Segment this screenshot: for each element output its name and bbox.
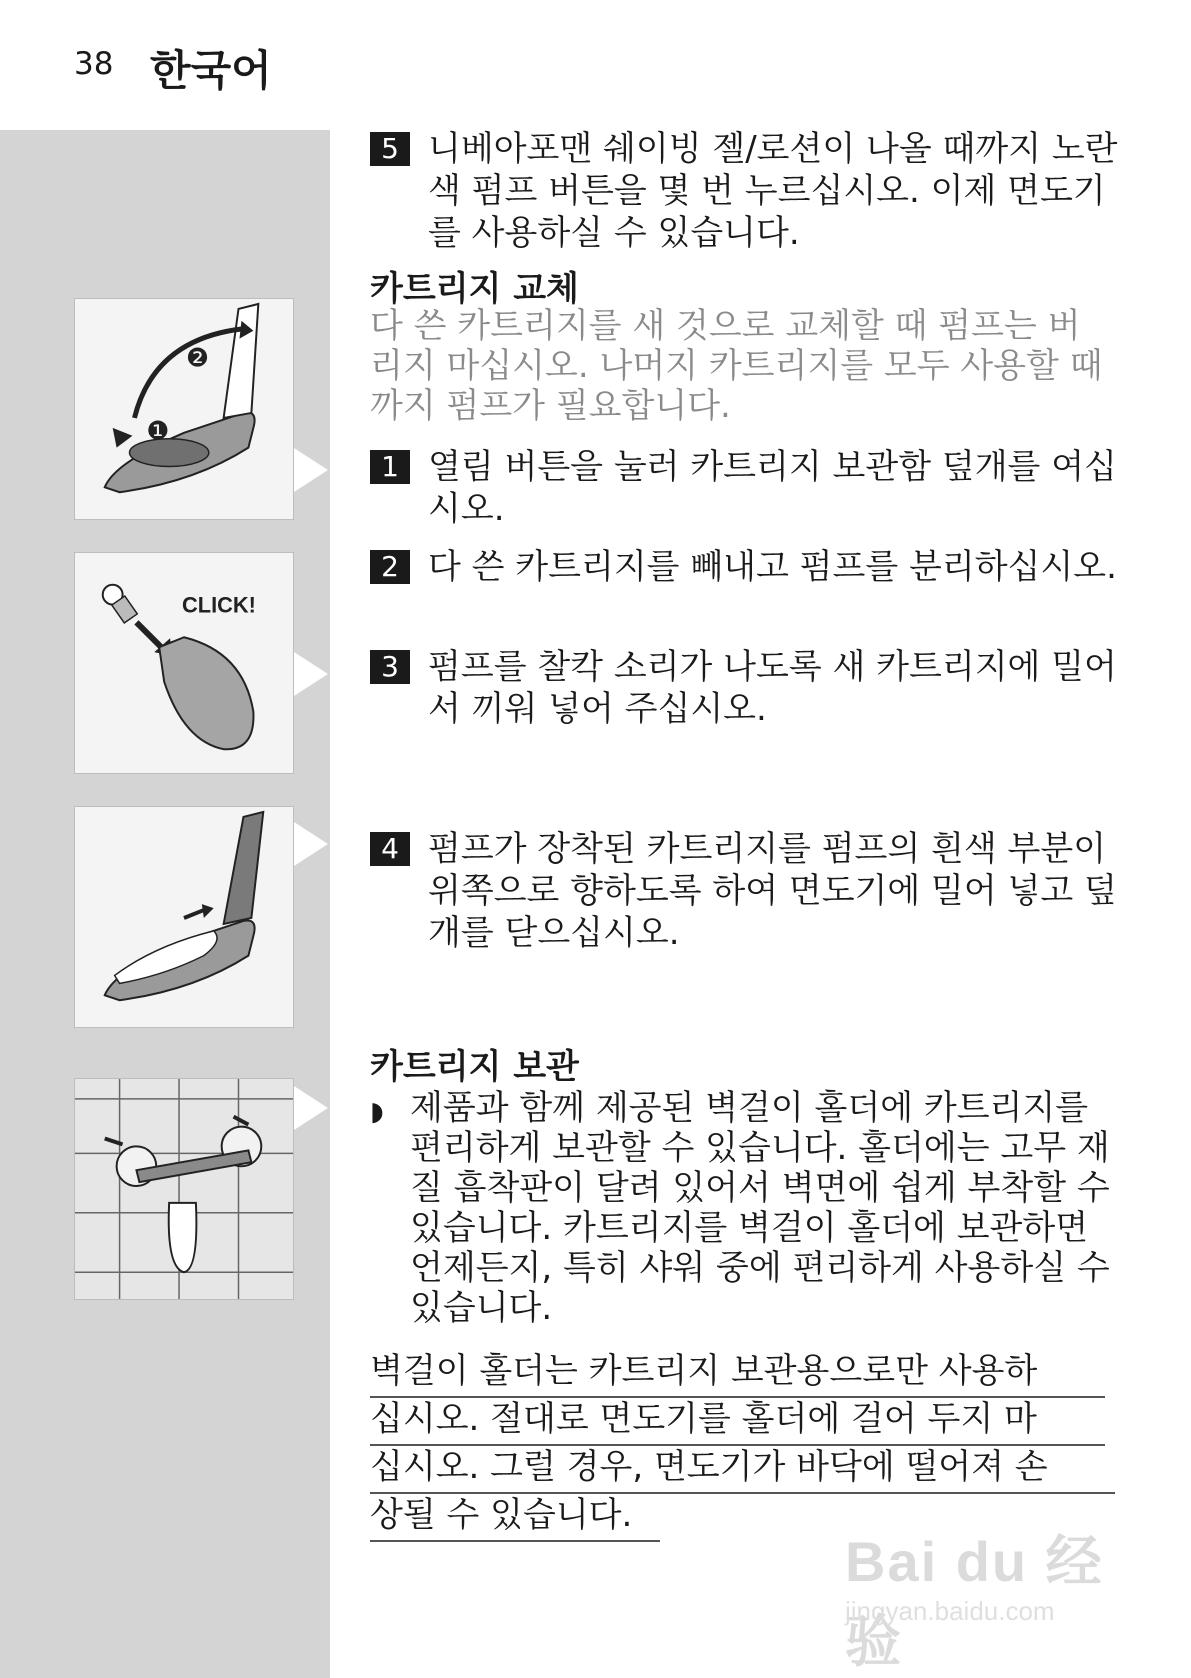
warning-line-1: 벽걸이 홀더는 카트리지 보관용으로만 사용하	[370, 1350, 1105, 1398]
step-text: 펌프를 찰칵 소리가 나도록 새 카트리지에 밀어서 끼워 넣어 주십시오.	[428, 647, 1117, 729]
figure-pointer	[294, 652, 328, 696]
step-number: 2	[370, 550, 410, 584]
marker-1: ❶	[146, 416, 170, 447]
figure-pointer	[294, 448, 328, 492]
figure-insert-cartridge	[74, 806, 294, 1028]
marker-2: ❷	[185, 343, 210, 374]
step-number: 1	[370, 450, 410, 484]
warning-line-4: 상될 수 있습니다.	[370, 1494, 660, 1542]
step-number: 4	[370, 832, 410, 866]
step-3	[370, 646, 1120, 730]
section-heading-replace: 카트리지 교체	[370, 269, 579, 309]
bullet-text: 제품과 함께 제공된 벽걸이 홀더에 카트리지를 편리하게 보관할 수 있습니다. 홀더에는 고무 재질 흡착판이 달려 있어서 벽면에 쉽게 부착할 수 있습니다. 카트리지를 벽걸이 홀더에 보관하면 언제든지, 특히 샤워 중에 편리하게 사용하실 수 있습니다.	[410, 1088, 1110, 1328]
shaver-insert-illustration	[75, 807, 293, 1027]
step-2	[370, 546, 1120, 588]
step-5	[370, 128, 1120, 254]
figure-pointer	[294, 1086, 328, 1130]
wall-holder-illustration	[75, 1079, 293, 1299]
language-title: 한국어	[150, 46, 272, 95]
figure-open-cover	[74, 298, 294, 520]
warning-line-3: 십시오. 그럴 경우, 면도기가 바닥에 떨어져 손	[370, 1446, 1115, 1494]
section-heading-storage: 카트리지 보관	[370, 1047, 579, 1087]
pump-click-illustration	[75, 553, 293, 773]
bullet-marker: ◗	[370, 1097, 384, 1127]
watermark-logo: Bai du 经验	[845, 1530, 1104, 1673]
page-number: 38	[74, 46, 114, 82]
figure-pointer	[294, 822, 328, 866]
step-text: 펌프가 장착된 카트리지를 펌프의 흰색 부분이 위쪽으로 향하도록 하여 면도기에 밀어 넣고 덮개를 닫으십시오.	[428, 829, 1117, 953]
step-text: 다 쓴 카트리지를 빼내고 펌프를 분리하십시오.	[428, 547, 1117, 587]
step-number: 3	[370, 650, 410, 684]
watermark	[845, 1518, 1145, 1673]
warning-line-2: 십시오. 절대로 면도기를 홀더에 걸어 두지 마	[370, 1398, 1105, 1446]
step-text: 열림 버튼을 눌러 카트리지 보관함 덮개를 여십시오.	[428, 447, 1117, 529]
shaver-open-illustration	[75, 299, 293, 519]
step-text: 니베아포맨 쉐이빙 젤/로션이 나올 때까지 노란색 펌프 버튼을 몇 번 누르십시오. 이제 면도기를 사용하실 수 있습니다.	[428, 129, 1118, 253]
click-label: CLICK!	[182, 592, 256, 618]
step-number: 5	[370, 132, 410, 166]
storage-bullet	[370, 1088, 1110, 1328]
replace-note: 다 쓴 카트리지를 새 것으로 교체할 때 펌프는 버리지 마십시오. 나머지 카트리지를 모두 사용할 때까지 펌프가 필요합니다.	[370, 306, 1103, 426]
watermark-url: jingyan.baidu.com	[845, 1596, 1055, 1626]
step-1	[370, 446, 1120, 530]
step-4	[370, 828, 1120, 954]
figure-wall-holder	[74, 1078, 294, 1300]
figure-click-pump	[74, 552, 294, 774]
